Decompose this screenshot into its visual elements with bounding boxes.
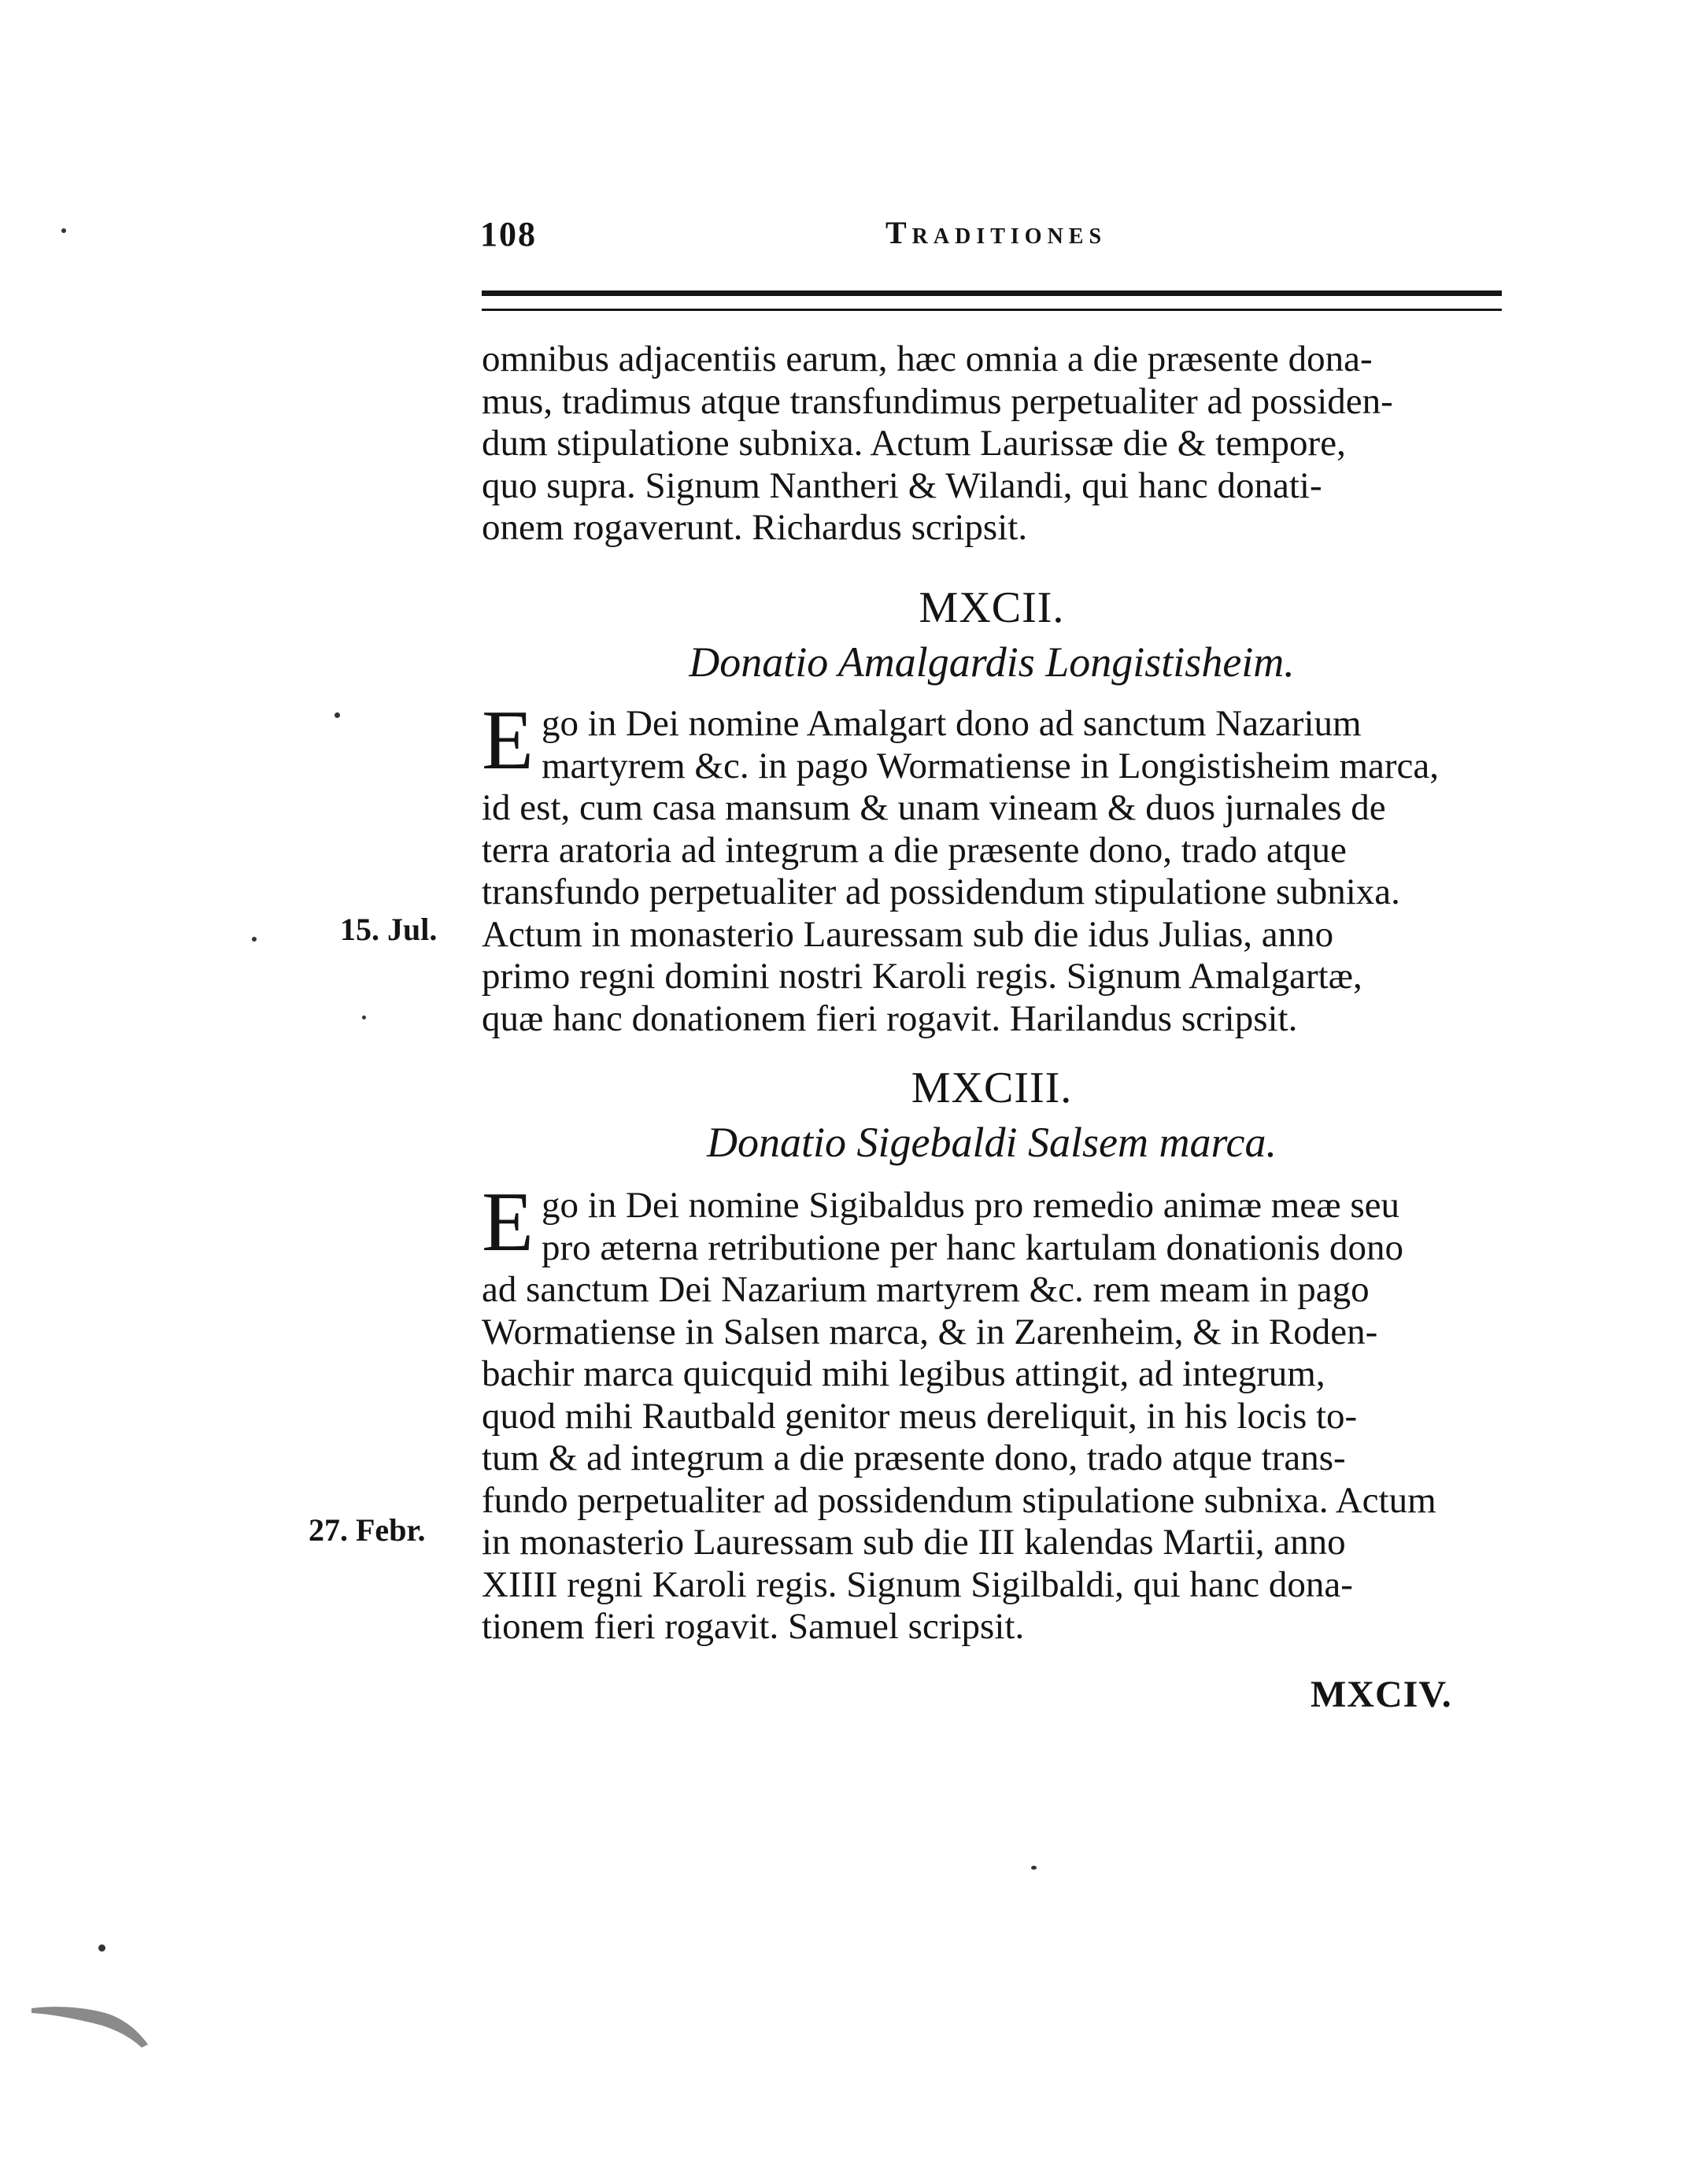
scan-speck <box>98 1944 105 1952</box>
header-rule-thin <box>482 309 1502 311</box>
text-line: martyrem &c. in pago Wormatiense in Longistisheim marca, <box>541 745 1440 786</box>
text-line: bachir marca quicquid mihi legibus attingit, ad integrum, <box>482 1353 1325 1394</box>
drop-cap: E <box>482 1175 534 1269</box>
text-line: Wormatiense in Salsen marca, & in Zarenheim, & in Roden- <box>482 1311 1378 1352</box>
text-line: primo regni domini nostri Karoli regis. Signum Amalgartæ, <box>482 956 1362 997</box>
page-number: 108 <box>480 215 537 253</box>
text-line: quod mihi Rautbald genitor meus dereliquit, in his locis to- <box>482 1395 1358 1437</box>
text-line: pro æterna retributione per hanc kartulam donationis dono <box>541 1227 1404 1268</box>
charter-paragraph <box>482 1175 1502 1648</box>
text-line: go in Dei nomine Sigibaldus pro remedio animæ meæ seu <box>541 1185 1399 1226</box>
charter-paragraph <box>482 694 1502 1040</box>
text-line: dum stipulatione subnixa. Actum Laurissæ die & tempore, <box>482 423 1346 464</box>
scan-speck <box>335 712 340 718</box>
charter-title: Donatio Amalgardis Longistisheim. <box>689 638 1295 686</box>
scan-speck <box>252 937 257 942</box>
charter-number: MXCIII. <box>911 1064 1073 1112</box>
text-line: mus, tradimus atque transfundimus perpetualiter ad possiden- <box>482 380 1393 422</box>
scan-speck <box>1031 1866 1037 1870</box>
margin-date: 27. Febr. <box>309 1512 426 1548</box>
text-line: go in Dei nomine Amalgart dono ad sanctum Nazarium <box>541 703 1362 744</box>
text-line: id est, cum casa mansum & unam vineam & duos jurnales de <box>482 787 1386 828</box>
catchword: MXCIV. <box>1311 1674 1452 1715</box>
text-line: tionem fieri rogavit. Samuel scripsit. <box>482 1606 1025 1647</box>
text-line: transfundo perpetualiter ad possidendum stipulatione subnixa. <box>482 871 1400 912</box>
scan-smudge <box>31 2004 150 2051</box>
text-line: Actum in monasterio Lauressam sub die idus Julias, anno <box>482 913 1334 955</box>
text-line: fundo perpetualiter ad possidendum stipulatione subnixa. Actum <box>482 1479 1436 1521</box>
charter-number: MXCII. <box>919 583 1065 632</box>
text-line: XIIII regni Karoli regis. Signum Sigilbaldi, qui hanc dona- <box>482 1563 1353 1605</box>
drop-cap: E <box>482 694 534 787</box>
text-line: quo supra. Signum Nantheri & Wilandi, qui hanc donati- <box>482 464 1322 506</box>
text-line: terra aratoria ad integrum a die præsente dono, trado atque <box>482 829 1347 871</box>
header-rule-thick <box>482 290 1502 296</box>
charter-title: Donatio Sigebaldi Salsem marca. <box>707 1119 1277 1166</box>
continuation-paragraph <box>482 339 1502 549</box>
text-line: tum & ad integrum a die præsente dono, trado atque trans- <box>482 1437 1346 1478</box>
running-title: Traditiones <box>885 215 1107 250</box>
scan-speck <box>362 1016 366 1019</box>
scan-speck <box>61 228 66 233</box>
text-line: ad sanctum Dei Nazarium martyrem &c. rem meam in pago <box>482 1269 1370 1310</box>
text-line: quæ hanc donationem fieri rogavit. Harilandus scripsit. <box>482 997 1298 1039</box>
text-line: omnibus adjacentiis earum, hæc omnia a die præsente dona- <box>482 339 1373 379</box>
text-line: onem rogaverunt. Richardus scripsit. <box>482 507 1028 548</box>
margin-date: 15. Jul. <box>340 912 438 947</box>
text-line: in monasterio Lauressam sub die III kalendas Martii, anno <box>482 1522 1346 1563</box>
